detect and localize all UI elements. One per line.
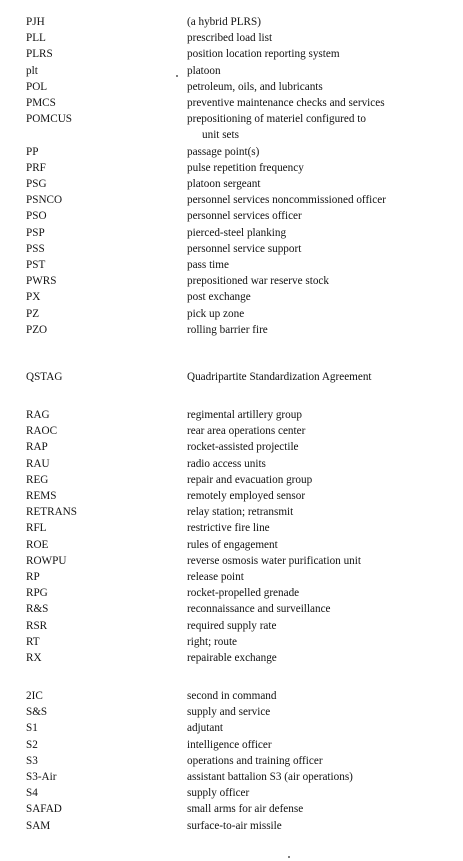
entry-definition: rules of engagement [187,538,278,551]
entry-definition: restrictive fire line [187,522,270,535]
glossary-entry [0,537,463,553]
entry-abbreviation: REG [26,473,49,486]
entry-abbreviation: S3 [26,754,38,767]
glossary-entry [0,306,463,322]
entry-abbreviation: S&S [26,706,48,719]
entry-abbreviation: PSNCO [26,194,63,207]
glossary-entry [0,472,463,488]
entry-definition: operations and training officer [187,754,323,767]
entry-definition: petroleum, oils, and lubricants [187,80,323,93]
entry-definition: preventive maintenance checks and services [187,97,385,109]
entry-abbreviation: PSG [26,178,47,190]
entry-definition: required supply rate [187,619,277,632]
entry-definition: personnel service support [187,242,302,255]
entry-abbreviation: RAG [26,409,50,421]
glossary-entry [0,46,463,62]
entry-abbreviation: S1 [26,722,38,735]
entry-abbreviation: PJH [26,16,45,28]
glossary-entry [0,439,463,455]
entry-definition: surface-to-air missile [187,819,282,832]
glossary-entry [0,504,463,520]
glossary-entry [0,601,463,617]
glossary-entry [0,208,463,224]
entry-abbreviation: S3-Air [26,771,57,783]
entry-abbreviation: R&S [26,603,49,616]
entry-definition: relay station; retransmit [187,506,294,519]
entry-abbreviation: REMS [26,490,57,502]
glossary-entry [0,801,463,817]
entry-abbreviation: RFL [26,522,47,535]
entry-abbreviation: RAU [26,457,50,470]
entry-abbreviation: PZO [26,323,48,336]
glossary-entry [0,30,463,46]
glossary-entry [0,488,463,504]
glossary-entry [0,650,463,666]
glossary-entry [0,407,463,423]
entry-definition: radio access units [187,457,266,470]
entry-abbreviation: PMCS [26,97,56,109]
glossary-entry [0,322,463,338]
entry-abbreviation: ROE [26,538,49,551]
entry-abbreviation: RP [26,571,40,583]
entry-definition: small arms for air defense [187,803,304,816]
scan-speck [176,75,178,77]
entry-definition: platoon sergeant [187,178,261,190]
entry-definition: personnel services officer [187,210,302,223]
entry-definition: second in command [187,690,277,702]
entry-definition: post exchange [187,291,251,304]
entry-definition: rear area operations center [187,425,306,438]
glossary-entry [0,144,463,160]
entry-definition-continued: unit sets [202,129,239,142]
entry-abbreviation: RSR [26,619,48,632]
glossary-entry [0,14,463,30]
glossary-entry-continuation [0,127,463,143]
scan-speck [288,856,290,858]
entry-definition: repairable exchange [187,652,277,664]
glossary-entry [0,818,463,834]
glossary-entry [0,704,463,720]
glossary-entry [0,63,463,79]
entry-definition: passage point(s) [187,145,260,158]
entry-abbreviation: QSTAG [26,371,63,383]
entry-abbreviation: PSO [26,210,47,223]
glossary-entry [0,176,463,192]
entry-definition: assistant battalion S3 (air operations) [187,771,353,783]
entry-abbreviation: PLRS [26,48,53,61]
entry-definition: repair and evacuation group [187,473,313,486]
entry-definition: supply and service [187,706,271,719]
glossary-entry [0,257,463,273]
entry-definition: intelligence officer [187,738,272,751]
entry-definition: (a hybrid PLRS) [187,16,261,28]
glossary-entry [0,520,463,536]
entry-abbreviation: RAOC [26,425,58,438]
entry-abbreviation: 2IC [26,690,43,702]
entry-abbreviation: PWRS [26,275,57,288]
glossary-entry [0,720,463,736]
entry-abbreviation: PX [26,291,41,304]
glossary-entry [0,273,463,289]
entry-definition: personnel services noncommissioned officer [187,194,386,207]
entry-abbreviation: S2 [26,738,38,751]
entry-abbreviation: PP [26,145,39,158]
glossary-entry [0,456,463,472]
glossary-entry [0,289,463,305]
entry-abbreviation: PLL [26,32,46,45]
entry-abbreviation: RT [26,635,40,648]
glossary-entry [0,753,463,769]
glossary-entry [0,737,463,753]
entry-abbreviation: S4 [26,787,38,800]
entry-definition: prepositioning of materiel configured to [187,113,366,126]
glossary-entry [0,241,463,257]
entry-definition: reconnaissance and surveillance [187,603,331,616]
entry-definition: pulse repetition frequency [187,161,304,174]
entry-abbreviation: PRF [26,161,46,174]
glossary-entry [0,553,463,569]
entry-definition: release point [187,571,244,583]
entry-definition: remotely employed sensor [187,490,306,502]
entry-definition: Quadripartite Standardization Agreement [187,371,372,383]
entry-abbreviation: POL [26,80,48,93]
entry-definition: regimental artillery group [187,409,302,421]
entry-abbreviation: SAM [26,819,51,832]
entry-definition: prepositioned war reserve stock [187,275,329,288]
entry-definition: pierced-steel planking [187,226,287,239]
glossary-entry [0,160,463,176]
entry-definition: right; route [187,635,238,648]
entry-abbreviation: POMCUS [26,113,73,126]
entry-definition: position location reporting system [187,48,340,61]
entry-definition: rolling barrier fire [187,323,268,336]
entry-definition: rocket-propelled grenade [187,587,300,600]
entry-abbreviation: RETRANS [26,506,77,519]
glossary-entry [0,769,463,785]
glossary-entry [0,369,463,385]
entry-abbreviation: RAP [26,441,48,454]
glossary-entry [0,95,463,111]
glossary-entry [0,423,463,439]
glossary-entry [0,569,463,585]
entry-abbreviation: plt [26,64,38,77]
entry-abbreviation: PSS [26,242,45,255]
entry-abbreviation: RX [26,652,42,664]
entry-definition: platoon [187,64,221,77]
entry-abbreviation: ROWPU [26,554,67,567]
entry-definition: supply officer [187,787,250,800]
entry-abbreviation: RPG [26,587,48,600]
glossary-entry [0,585,463,601]
glossary-entry [0,688,463,704]
entry-abbreviation: SAFAD [26,803,62,816]
glossary-entry [0,785,463,801]
entry-abbreviation: PST [26,259,46,271]
glossary-entry [0,192,463,208]
entry-definition: pick up zone [187,307,245,320]
entry-abbreviation: PSP [26,226,45,239]
entry-abbreviation: PZ [26,307,40,320]
entry-definition: rocket-assisted projectile [187,441,299,454]
glossary-entry [0,111,463,127]
entry-definition: prescribed load list [187,32,273,45]
glossary-entry [0,634,463,650]
glossary-entry [0,618,463,634]
entry-definition: adjutant [187,722,224,735]
glossary-entry [0,79,463,95]
glossary-entry [0,225,463,241]
entry-definition: reverse osmosis water purification unit [187,554,361,567]
entry-definition: pass time [187,259,229,271]
